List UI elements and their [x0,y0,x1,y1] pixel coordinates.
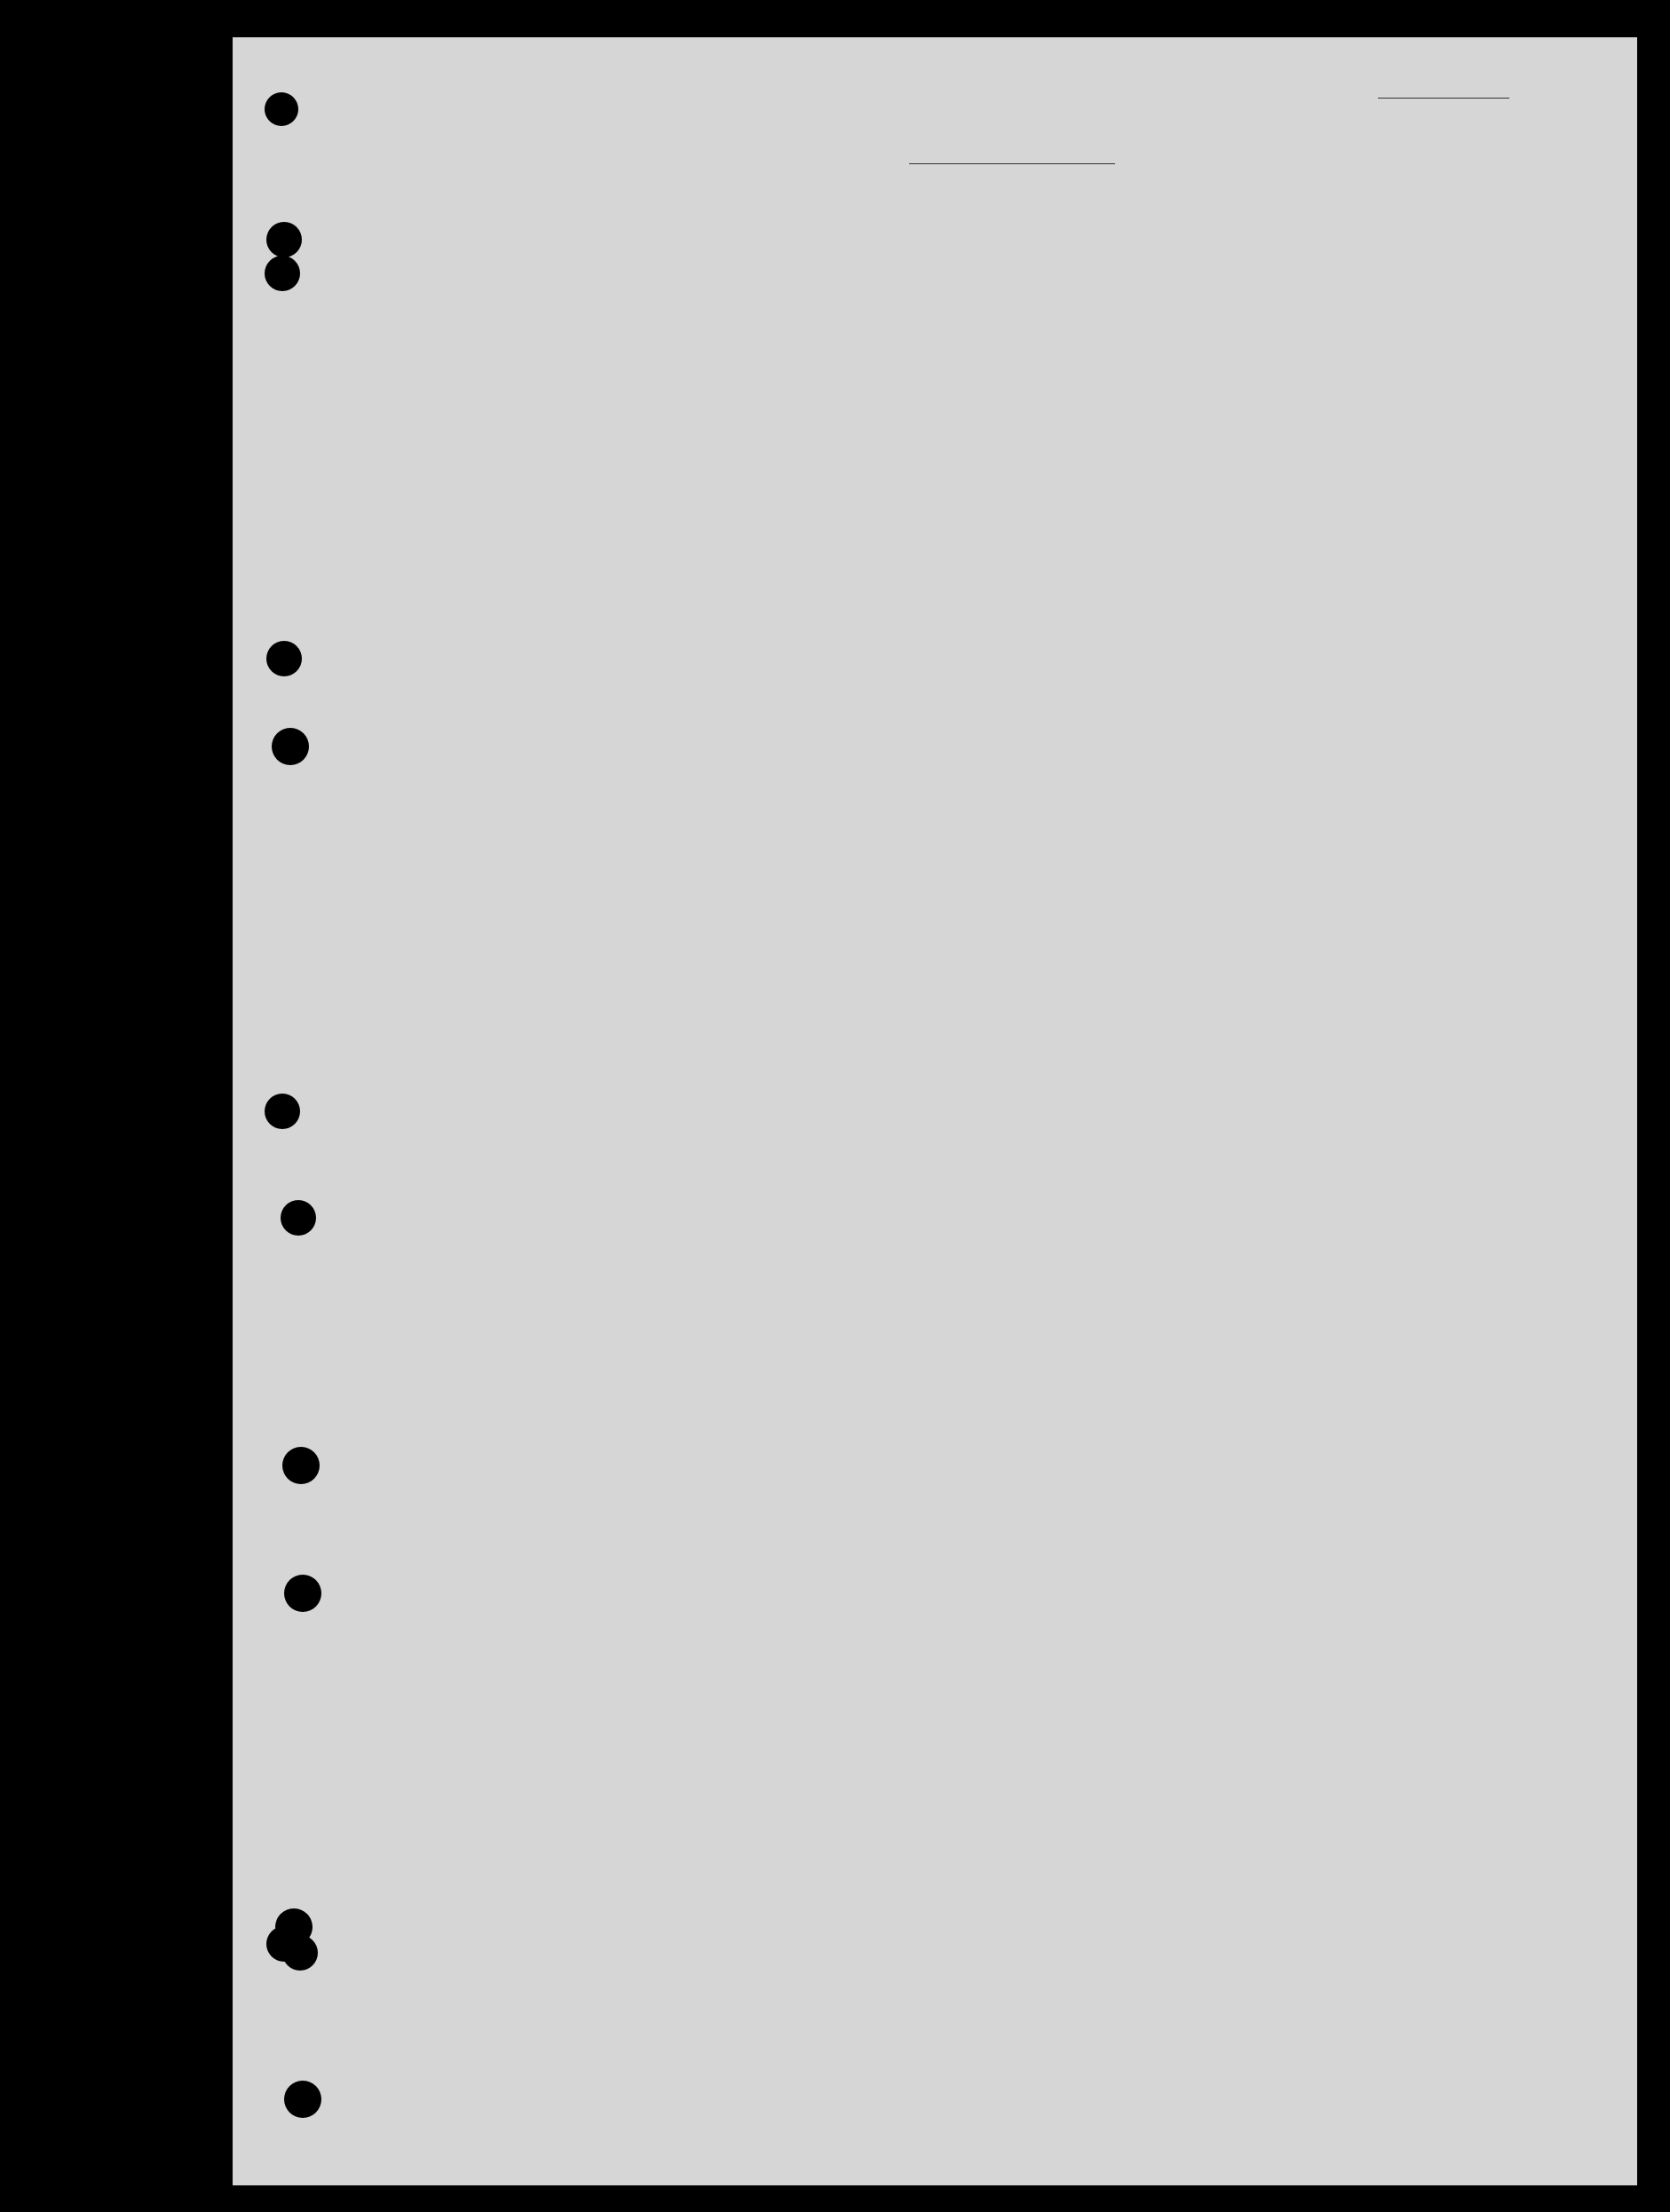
punch-hole [282,1447,320,1484]
punch-hole [272,728,309,765]
manifest-sheet [233,37,1637,2185]
punch-hole [265,92,298,126]
punch-hole [266,641,302,676]
punch-hole [266,222,302,257]
punch-hole [284,1575,321,1612]
punch-hole [281,1200,316,1236]
punch-hole [265,1094,300,1129]
punch-hole [284,2081,321,2118]
punch-hole [265,256,300,291]
punch-hole [282,1935,318,1971]
